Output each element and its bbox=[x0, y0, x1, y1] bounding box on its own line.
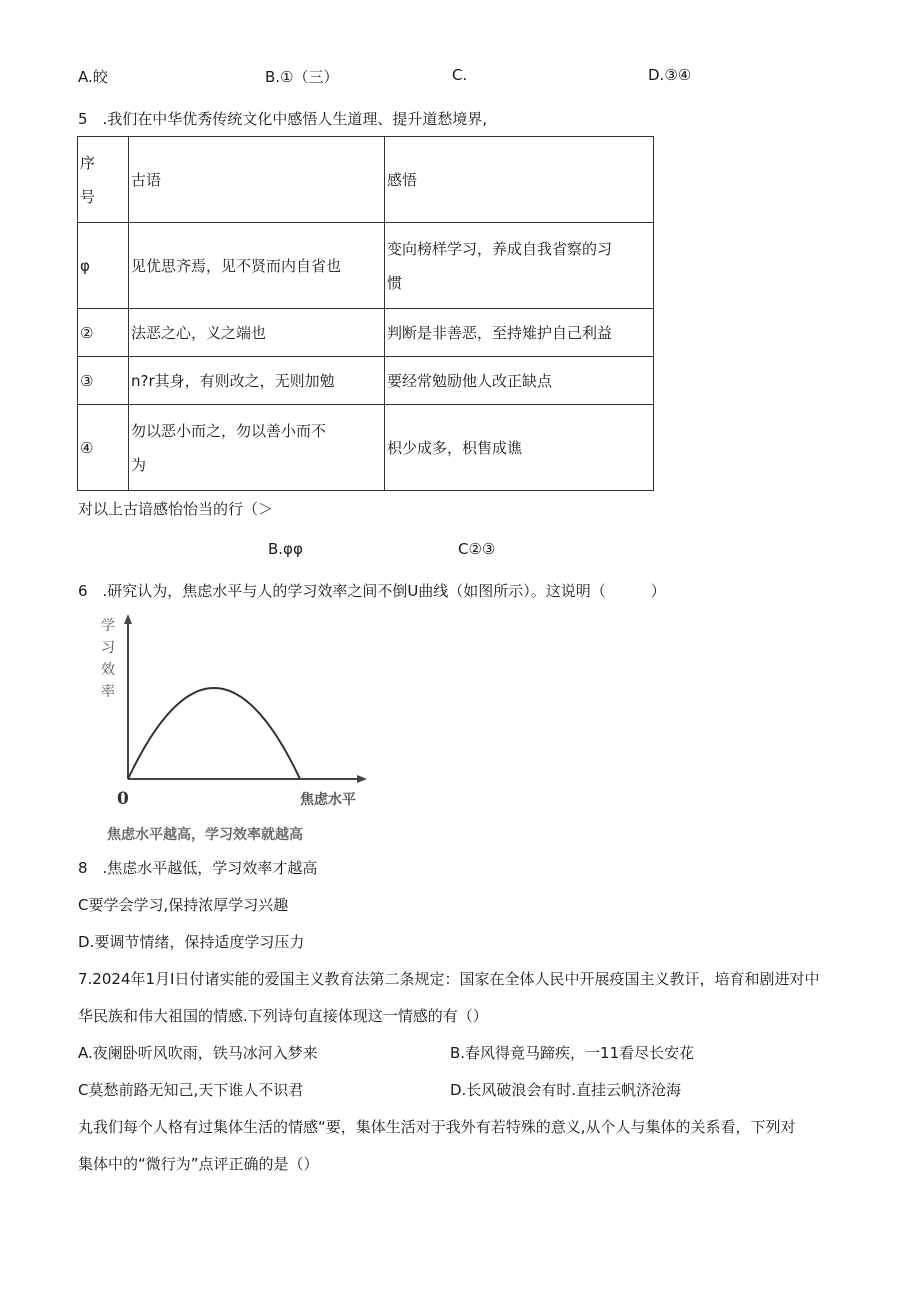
q5-option-c: C②③ bbox=[458, 540, 496, 558]
row-ancient: 勿以恶小而之，勿以善小而不 为 bbox=[129, 405, 385, 491]
q7-stem-line2: 华民族和伟大祖国的情感.下列诗句直接体现这一情感的有（） bbox=[78, 1007, 488, 1025]
origin-label: 0 bbox=[117, 789, 129, 809]
row-num: ③ bbox=[78, 357, 129, 405]
y-axis-label-2: 习 bbox=[101, 640, 115, 656]
y-axis-arrow bbox=[124, 614, 132, 624]
row-num: φ bbox=[78, 223, 129, 309]
row-insight: 变向榜样学习，养成自我省察的习 惯 bbox=[385, 223, 654, 309]
table-row bbox=[78, 357, 654, 405]
q7-option-a: A.夜阑卧听风吹雨，铁马冰河入梦来 bbox=[78, 1044, 318, 1062]
q4-option-b: B.①（三） bbox=[265, 68, 339, 86]
q5-table bbox=[77, 136, 654, 491]
table-row bbox=[78, 309, 654, 357]
row-insight: 判断是非善恶，至持雉护自己利益 bbox=[385, 309, 654, 357]
q4-option-d: D.③④ bbox=[648, 66, 692, 84]
y-axis-label-1: 学 bbox=[101, 618, 115, 634]
x-axis-label: 焦虑水平 bbox=[300, 792, 356, 808]
x-axis-arrow bbox=[357, 775, 367, 783]
table-row bbox=[78, 405, 654, 491]
table-row bbox=[78, 223, 654, 309]
row-ancient: 见优思齐焉，见不贤而内自省也 bbox=[129, 223, 385, 309]
inverted-u-curve bbox=[128, 688, 300, 779]
row-insight: 要经常勉励他人改正缺点 bbox=[385, 357, 654, 405]
q5-stem: 5 .我们在中华优秀传统文化中感悟人生道理、提升道愁境界, bbox=[78, 110, 488, 128]
q6-option-a-caption: 焦虑水平越高，学习效率就越高 bbox=[107, 827, 303, 843]
y-axis-label-3: 效 bbox=[101, 662, 115, 678]
q8-stem-line2: 集体中的“微行为”点评正确的是（） bbox=[78, 1155, 319, 1173]
header-insight: 感悟 bbox=[385, 137, 654, 223]
row-ancient: n?r其身，有则改之，无则加勉 bbox=[129, 357, 385, 405]
header-ancient: 古语 bbox=[129, 137, 385, 223]
q5-question: 对以上古谙感怡怡当的行（＞ bbox=[78, 500, 274, 518]
q6-option-d: D.要调节情绪，保持适度学习压力 bbox=[78, 933, 305, 951]
q6-option-c: C要学会学习,保持浓厚学习兴趣 bbox=[78, 896, 289, 914]
q4-option-c: C. bbox=[452, 66, 468, 84]
q7-option-b: B.春风得竟马蹄疾，一11看尽长安花 bbox=[450, 1044, 695, 1062]
q5-option-b: B.φφ bbox=[268, 540, 303, 558]
row-num: ② bbox=[78, 309, 129, 357]
row-insight: 枳少成多，枳售成谯 bbox=[385, 405, 654, 491]
row-num: ④ bbox=[78, 405, 129, 491]
q6-stem: 6 .研究认为，焦虑水平与人的学习效率之间不倒U曲线（如图所示）。这说明（ ） bbox=[78, 582, 666, 600]
q7-option-c: C莫愁前路无知己,天下谁人不识君 bbox=[78, 1081, 304, 1099]
header-num: 序 号 bbox=[78, 137, 129, 223]
y-axis-label-4: 率 bbox=[101, 684, 115, 700]
anxiety-efficiency-chart bbox=[95, 612, 375, 847]
q4-option-a: A.皎 bbox=[78, 68, 108, 86]
row-ancient: 法恶之心，义之端也 bbox=[129, 309, 385, 357]
q8-stem-line1: 丸我们每个人格有过集体生活的情感“要，集体生活对于我外有若特殊的意义,从个人与集体的关系看，下列对 bbox=[78, 1118, 796, 1136]
q7-stem-line1: 7.2024年1月I日付诸实能的爱国主义教育法第二条规定：国家在全体人民中开展疫国主义教讦，培育和剧进对中 bbox=[78, 970, 820, 988]
q6-option-b: 8 .焦虑水平越低，学习效率才越高 bbox=[78, 859, 318, 877]
q7-option-d: D.长风破浪会有时.直挂云帆济沧海 bbox=[450, 1081, 682, 1099]
